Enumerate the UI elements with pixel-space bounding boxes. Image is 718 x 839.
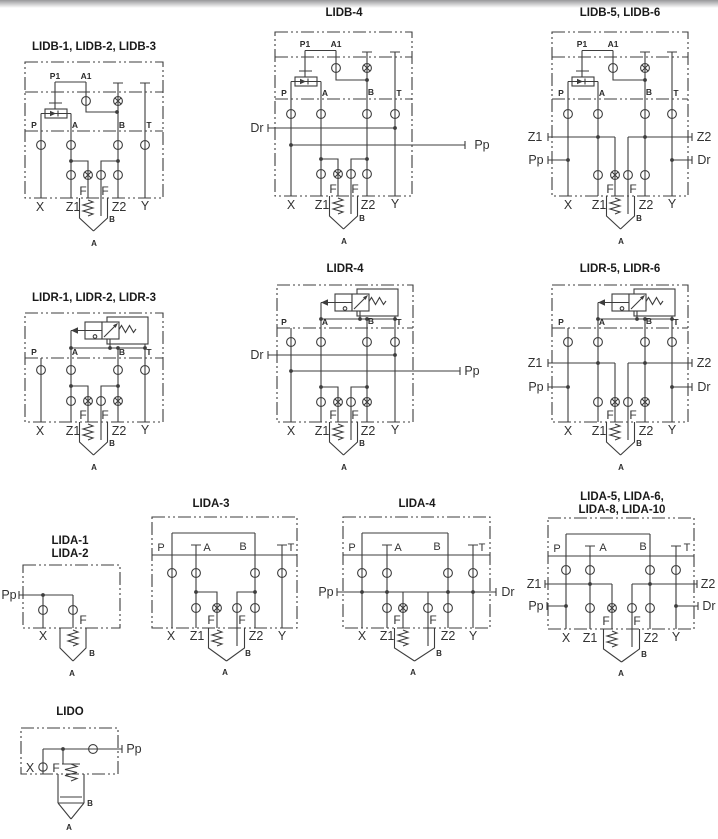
port-label-b: B — [367, 87, 375, 97]
port-label-dr: Dr — [697, 380, 711, 394]
spring-icon — [333, 424, 343, 440]
port-label-z1: Z1 — [65, 424, 81, 438]
port-label-a: A — [71, 347, 79, 357]
circuit-lines — [337, 533, 496, 628]
port-label-pp: Pp — [1, 588, 17, 602]
port-label-a: A — [599, 542, 607, 554]
port-label-p: P — [281, 88, 287, 98]
port-label-b: B — [367, 316, 375, 326]
port-label-z1: Z1 — [582, 631, 598, 645]
cartridge-label-a: A — [66, 823, 72, 832]
port-label-x: X — [357, 629, 367, 643]
cartridge-label-a: A — [69, 669, 75, 678]
plug-symbols — [168, 569, 287, 613]
port-label-z1: Z1 — [314, 198, 330, 212]
spring-icon — [333, 198, 343, 214]
spring-icon-pilot — [369, 298, 386, 305]
plug-symbols — [562, 566, 681, 613]
cartridge-poppet — [80, 198, 108, 231]
plug-symbols — [358, 569, 478, 613]
cartridge-label-a: A — [341, 237, 347, 246]
cartridge-poppet — [209, 628, 245, 661]
port-label-a: A — [598, 317, 606, 327]
enclosure-border — [25, 62, 163, 198]
port-label-t: T — [146, 347, 152, 357]
diagram-title-line2: LIDA-2 — [51, 548, 89, 560]
spring-icon — [65, 764, 77, 781]
port-label-z2: Z2 — [111, 200, 127, 214]
spring-icon-pilot — [646, 298, 663, 305]
port-label-z2: Z2 — [111, 424, 127, 438]
diagram-lidb-1-2-3 — [25, 41, 163, 248]
port-label-pp: Pp — [464, 364, 480, 378]
cartridge-label-b: B — [245, 649, 251, 658]
diagram-lidr-4 — [250, 263, 479, 472]
port-label-b: B — [433, 541, 441, 553]
port-label-z1-ext: Z1 — [527, 356, 543, 370]
port-label-pp: Pp — [126, 742, 142, 756]
spring-icon — [83, 424, 93, 440]
port-label-t: T — [396, 88, 402, 98]
port-label-z1: Z1 — [65, 200, 81, 214]
port-label-dr: Dr — [702, 599, 716, 613]
cartridge-label-a: A — [618, 237, 624, 246]
port-label-f-left: F — [207, 613, 215, 627]
diagram-title-line1: LIDA-1 — [51, 535, 89, 547]
port-label-p1: P1 — [49, 71, 61, 81]
port-label-x: X — [563, 198, 573, 212]
diagram-lidb-5-6 — [528, 7, 712, 246]
port-label-f-left: F — [393, 613, 401, 627]
flow-arrow-icon — [598, 299, 605, 306]
port-label-y: Y — [667, 423, 677, 437]
port-label-z2-ext: Z2 — [696, 356, 712, 370]
port-label-x: X — [561, 631, 571, 645]
port-label-p: P — [31, 347, 37, 357]
port-label-a1: A1 — [607, 39, 619, 49]
port-label-b: B — [118, 120, 126, 130]
circuit-lines — [545, 534, 698, 629]
port-label-z2-ext: Z2 — [700, 577, 716, 591]
port-label-z1: Z1 — [314, 424, 330, 438]
port-label-z2: Z2 — [638, 424, 654, 438]
port-label-a1: A1 — [80, 71, 92, 81]
diagram-title: LIDA-4 — [398, 498, 436, 510]
cartridge-poppet — [330, 196, 358, 229]
port-label-b: B — [239, 541, 247, 553]
port-label-p: P — [553, 543, 561, 555]
port-label-z1: Z1 — [591, 424, 607, 438]
port-label-z1: Z1 — [379, 629, 395, 643]
port-label-y: Y — [390, 423, 400, 437]
port-label-t: T — [146, 120, 152, 130]
enclosure-border — [21, 728, 118, 774]
port-label-pp: Pp — [318, 585, 334, 599]
port-label-x: X — [166, 629, 176, 643]
enclosure-border — [152, 517, 297, 628]
port-label-y: Y — [390, 197, 400, 211]
port-label-dr: Dr — [250, 121, 264, 135]
port-label-z1: Z1 — [189, 629, 205, 643]
port-label-b: B — [645, 316, 653, 326]
port-label-f-right: F — [629, 408, 637, 422]
cartridge-label-a: A — [91, 463, 97, 472]
port-label-z2: Z2 — [643, 631, 659, 645]
spring-icon — [83, 200, 93, 216]
port-label-t: T — [478, 542, 486, 554]
diagram-lidr-1-2-3 — [25, 292, 163, 472]
flow-arrow-icon — [321, 299, 328, 306]
port-label-pp: Pp — [528, 599, 544, 613]
cartridge-label-a: A — [618, 669, 624, 678]
port-label-a: A — [71, 120, 79, 130]
port-label-f-right: F — [629, 182, 637, 196]
port-label-f: F — [52, 761, 60, 775]
port-label-f-right: F — [101, 184, 109, 198]
cartridge-label-a: A — [618, 463, 624, 472]
cartridge-label-b: B — [109, 439, 115, 448]
port-label-a: A — [321, 88, 329, 98]
cartridge-label-b: B — [359, 214, 365, 223]
diagram-title: LIDA-3 — [192, 498, 230, 510]
plug-symbols — [37, 366, 150, 406]
port-label-z1-ext: Z1 — [527, 130, 543, 144]
port-label-z2-ext: Z2 — [696, 130, 712, 144]
port-label-dr: Dr — [250, 348, 264, 362]
port-label-a: A — [321, 317, 329, 327]
cartridge-label-a: A — [410, 668, 416, 677]
port-label-f-left: F — [329, 182, 337, 196]
junction-dots — [69, 346, 147, 388]
port-label-pp: Pp — [474, 138, 490, 152]
junction-dots — [289, 78, 397, 161]
port-label-z2: Z2 — [248, 629, 264, 643]
diagram-lida-1-2 — [1, 535, 120, 678]
port-label-f-right: F — [351, 408, 359, 422]
diagram-lida-5-6-8-10 — [527, 491, 716, 678]
port-label-pp: Pp — [528, 153, 544, 167]
port-label-x: X — [35, 424, 45, 438]
plug-symbols — [287, 338, 400, 407]
port-label-x: X — [563, 424, 573, 438]
port-label-a: A — [203, 542, 211, 554]
spring-icon — [398, 630, 408, 646]
port-label-z2: Z2 — [440, 629, 456, 643]
port-label-y: Y — [277, 629, 287, 643]
port-label-f-left: F — [79, 184, 87, 198]
junction-dot — [41, 593, 45, 597]
port-label-x: X — [286, 198, 296, 212]
port-label-f-right: F — [238, 613, 246, 627]
cartridge-label-b: B — [359, 439, 365, 448]
port-label-t: T — [683, 542, 691, 554]
port-label-dr: Dr — [501, 585, 515, 599]
port-label-p: P — [558, 317, 564, 327]
port-label-b: B — [645, 87, 653, 97]
port-label-y: Y — [140, 423, 150, 437]
circuit-lines — [19, 591, 73, 628]
enclosure-border — [548, 518, 694, 629]
port-label-z2: Z2 — [360, 424, 376, 438]
port-label-f: F — [79, 613, 87, 627]
junction-dots — [69, 110, 120, 163]
port-label-t: T — [673, 317, 679, 327]
diagram-lidb-4 — [250, 7, 489, 246]
port-label-z1: Z1 — [591, 198, 607, 212]
cartridge-label-a: A — [341, 463, 347, 472]
port-label-t: T — [673, 88, 679, 98]
port-label-b: B — [639, 541, 647, 553]
cartridge-poppet — [607, 196, 635, 229]
port-label-f-left: F — [606, 408, 614, 422]
port-label-y: Y — [667, 197, 677, 211]
port-label-f-left: F — [329, 408, 337, 422]
port-label-p1: P1 — [299, 39, 311, 49]
cartridge-label-b: B — [436, 649, 442, 658]
port-label-p: P — [558, 88, 564, 98]
circuit-lines — [548, 51, 692, 197]
junction-dots — [564, 582, 678, 608]
port-label-p: P — [281, 317, 287, 327]
diagram-lido — [21, 706, 142, 832]
port-label-a: A — [394, 542, 402, 554]
port-label-t: T — [287, 542, 295, 554]
cartridge-poppet — [330, 422, 358, 455]
cartridge-poppet — [395, 628, 435, 661]
port-label-pp: Pp — [528, 380, 544, 394]
port-label-f-right: F — [351, 182, 359, 196]
plug-symbols — [39, 606, 78, 615]
port-label-p: P — [157, 542, 165, 554]
cartridge-label-b: B — [87, 799, 93, 808]
port-label-z2: Z2 — [360, 198, 376, 212]
port-label-x: X — [38, 629, 48, 643]
diagram-title: LIDB-1, LIDB-2, LIDB-3 — [32, 41, 156, 53]
spring-icon — [607, 631, 617, 647]
cartridge-label-b: B — [636, 439, 642, 448]
flow-arrow-icon — [71, 327, 78, 334]
port-label-a: A — [598, 88, 606, 98]
cartridge-label-a: A — [222, 668, 228, 677]
circuit-lines — [41, 82, 150, 198]
port-label-z1-ext: Z1 — [526, 577, 542, 591]
diagram-title-line2: LIDA-8, LIDA-10 — [578, 504, 666, 516]
diagram-lida-3 — [152, 498, 297, 677]
cartridge-label-b: B — [89, 649, 95, 658]
enclosure-border — [23, 565, 120, 628]
diagram-title: LIDB-4 — [325, 7, 363, 19]
diagram-title: LIDR-5, LIDR-6 — [579, 263, 661, 275]
enclosure-border — [343, 517, 490, 628]
port-label-y: Y — [671, 630, 681, 644]
port-label-f-right: F — [429, 613, 437, 627]
port-label-dr: Dr — [697, 153, 711, 167]
port-label-f-right: F — [101, 408, 109, 422]
spring-icon — [68, 630, 78, 646]
cartridge-poppet — [80, 422, 108, 455]
port-label-x: X — [25, 761, 35, 775]
diagram-title-line1: LIDA-5, LIDA-6, — [580, 491, 664, 503]
port-label-f-left: F — [79, 408, 87, 422]
junction-dot — [61, 747, 65, 751]
cartridge-label-b: B — [636, 214, 642, 223]
diagram-title: LIDR-1, LIDR-2, LIDR-3 — [32, 292, 156, 304]
port-label-y: Y — [468, 629, 478, 643]
cartridge-label-b: B — [109, 215, 115, 224]
port-label-b: B — [118, 347, 126, 357]
spring-icon — [610, 424, 620, 440]
spring-icon-pilot — [119, 326, 136, 333]
port-label-x: X — [286, 424, 296, 438]
cartridge-poppet — [604, 629, 640, 662]
diagram-title: LIDR-4 — [326, 263, 364, 275]
diagram-lida-4 — [318, 498, 514, 677]
cartridge-label-b: B — [641, 650, 647, 659]
cartridge-label-a: A — [91, 239, 97, 248]
junction-dots — [566, 78, 674, 162]
port-label-x: X — [35, 200, 45, 214]
port-label-p: P — [31, 120, 37, 130]
port-label-f-left: F — [606, 182, 614, 196]
diagram-title: LIDO — [56, 706, 84, 718]
diagram-lidr-5-6 — [528, 263, 712, 472]
plug-symbols — [564, 338, 677, 407]
port-label-f-left: F — [602, 614, 610, 628]
port-label-y: Y — [140, 199, 150, 213]
port-label-a1: A1 — [330, 39, 342, 49]
spring-icon — [610, 198, 620, 214]
spring-icon — [212, 630, 222, 646]
cartridge-poppet — [607, 422, 635, 455]
port-label-p1: P1 — [576, 39, 588, 49]
port-label-t: T — [396, 317, 402, 327]
port-label-z2: Z2 — [638, 198, 654, 212]
port-label-p: P — [348, 542, 356, 554]
circuit-lines — [152, 533, 297, 628]
port-label-f-right: F — [633, 614, 641, 628]
diagram-title: LIDB-5, LIDB-6 — [579, 7, 661, 19]
